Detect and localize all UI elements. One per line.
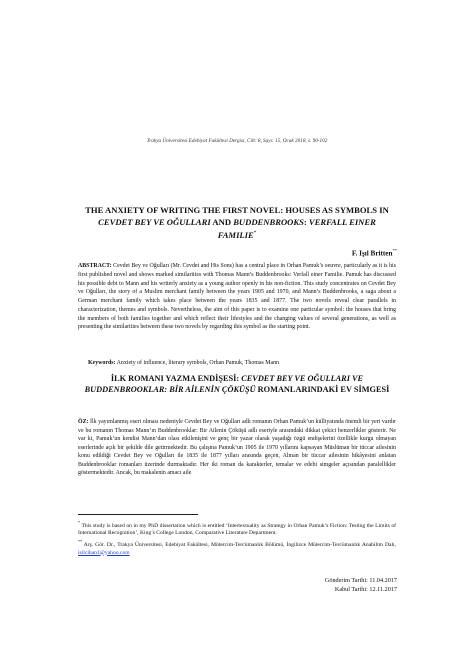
footnote-2: [78, 538, 396, 557]
accepted-date: Kabul Tarihi: 12.11.2017: [334, 585, 397, 593]
keywords: [88, 359, 396, 367]
keywords-text: Anxiety of influence, literary symbols, Orhan Pamuk, Thomas Mann: [116, 360, 279, 366]
abstract: [78, 262, 396, 332]
english-title-italic-1: CEVDET BEY VE OĞULLARI: [98, 216, 211, 227]
footnotes: [78, 519, 396, 557]
turkish-title-text: İLK ROMANI YAZMA ENDİŞESİ:: [110, 374, 242, 383]
footnote-2-mark: **: [78, 539, 82, 545]
footnote-divider: [78, 514, 198, 515]
english-title-text-3: :: [303, 216, 309, 227]
footnote-1-text: This study is based on in my PhD dissertation which is entitled ‘Intertextuality as Strategy in Orhan Pamuk’s Fiction: Testing the Limits of International Recognition’, King’s College London, Comparative Literature Department.: [78, 522, 396, 537]
english-title-italic-3: VERFALL EINER FAMILIE: [217, 216, 376, 240]
sent-date: Gönderim Tarihi: 11.04.2017: [324, 577, 397, 584]
english-title: [78, 205, 396, 241]
title-footnote-mark: *: [253, 231, 257, 236]
turkish-title-text-2: ROMANLARINDAKİ EV SİMGESİ: [255, 385, 390, 394]
turkish-abstract: [78, 418, 396, 478]
english-title-text-2: AND: [210, 216, 234, 227]
keywords-label: Keywords:: [88, 360, 116, 366]
footnote-1: [78, 519, 396, 538]
turkish-title-italic: CEVDET BEY VE OĞULLARI VE BUDDENBROOKLAR: BİR AİLENİN ÇÖKÜŞÜ: [84, 374, 364, 394]
author-name: F. Işıl Britten: [351, 249, 393, 258]
footnote-2-text: Arş. Gör. Dr., Trakya Üniversitesi, Edebiyat Fakültesi, Mütercim-Tercümanlık Bölümü, İngilizce Mütercim-Tercümanlık Anabilim Dalı,: [83, 541, 396, 548]
footnote-1-mark: *: [78, 520, 80, 525]
english-title-text: THE ANXIETY OF WRITING THE FIRST NOVEL: HOUSES AS SYMBOLS IN: [85, 205, 389, 215]
author-footnote-mark: **: [392, 248, 397, 253]
abstract-label: ABSTRACT:: [78, 263, 112, 269]
running-head: Trakya Üniversitesi Edebiyat Fakültesi Dergisi, Cilt: 8, Sayı: 15, Ocak 2018, s. 90-102: [146, 138, 328, 144]
oz-label: ÖZ:: [78, 419, 89, 425]
turkish-title: [78, 373, 396, 395]
abstract-text: Cevdet Bey ve Oğulları (Mr. Cevdet and His Sons) has a central place in Orhan Pamuk’s oeuvre, particularly as it is his first published novel and shows marked similarities with Thomas Mann’s Buddenbrooks: Verfall einer Familie. Pamuk has discussed his possible debt to Mann and his writerly anxiety as a young author openly in his non-fiction. This study concentrates on Cevdet Bey ve Oğulları, the story of a Muslim merchant family between the years 1905 and 1970, and Mann’s Buddenbrooks, a saga about a German merchant family which takes place between the years 1835 and 1877. The two novels reveal clear parallels in characterization, themes and symbols. Nevertheless, the aim of this paper is to examine one particular symbol: the houses that bring the members of both families together and which reflect their lifestyles and the changing values of several generations, as well as presenting the similarities between these two novels by regarding this symbol as the starting point.: [78, 263, 396, 331]
author-line: [0, 248, 397, 257]
submission-dates: [0, 577, 397, 594]
author-email-link[interactable]: isilcihan1@yahoo.com: [78, 549, 130, 556]
oz-text: İlk yayımlanmış eseri olması nedeniyle Cevdet Bey ve Oğulları adlı romanın Orhan Pamuk’un külliyatında önemli bir yeri vardır ve bu romanın Thomas Mann’ın Buddenbrooklar: Bir Ailenin Çöküşü adlı eseriyle arasındaki dikkat çekici benzerlikler gösterir. Ne var ki, Pamuk’un kendisi Mann’dan olası etkilenişini ve genç bir yazar olarak yaşadığı özgü endişelerini özellikle kurgu olmayan eserlerinde açık bir şekilde dile getirmektedir. Bu çalışma Pamuk’un 1905 ile 1970 yıllarını kapsayan Müslüman bir tüccar ailesinin konu edildiği Cevdet Bey ve Oğulları ile 1835 ile 1877 yılları arasında geçen, Alman bir tüccar ailesinin hikâyesini anlatan Buddenbrooklar romanları üzerinde durmaktadır. Her iki roman da karakterler, temalar ve edebi simgeler açısından paralellikler göstermektedir. Ancak, bu makalenin amacı aile: [78, 419, 396, 477]
english-title-italic-2: BUDDENBROOKS: [233, 216, 304, 227]
